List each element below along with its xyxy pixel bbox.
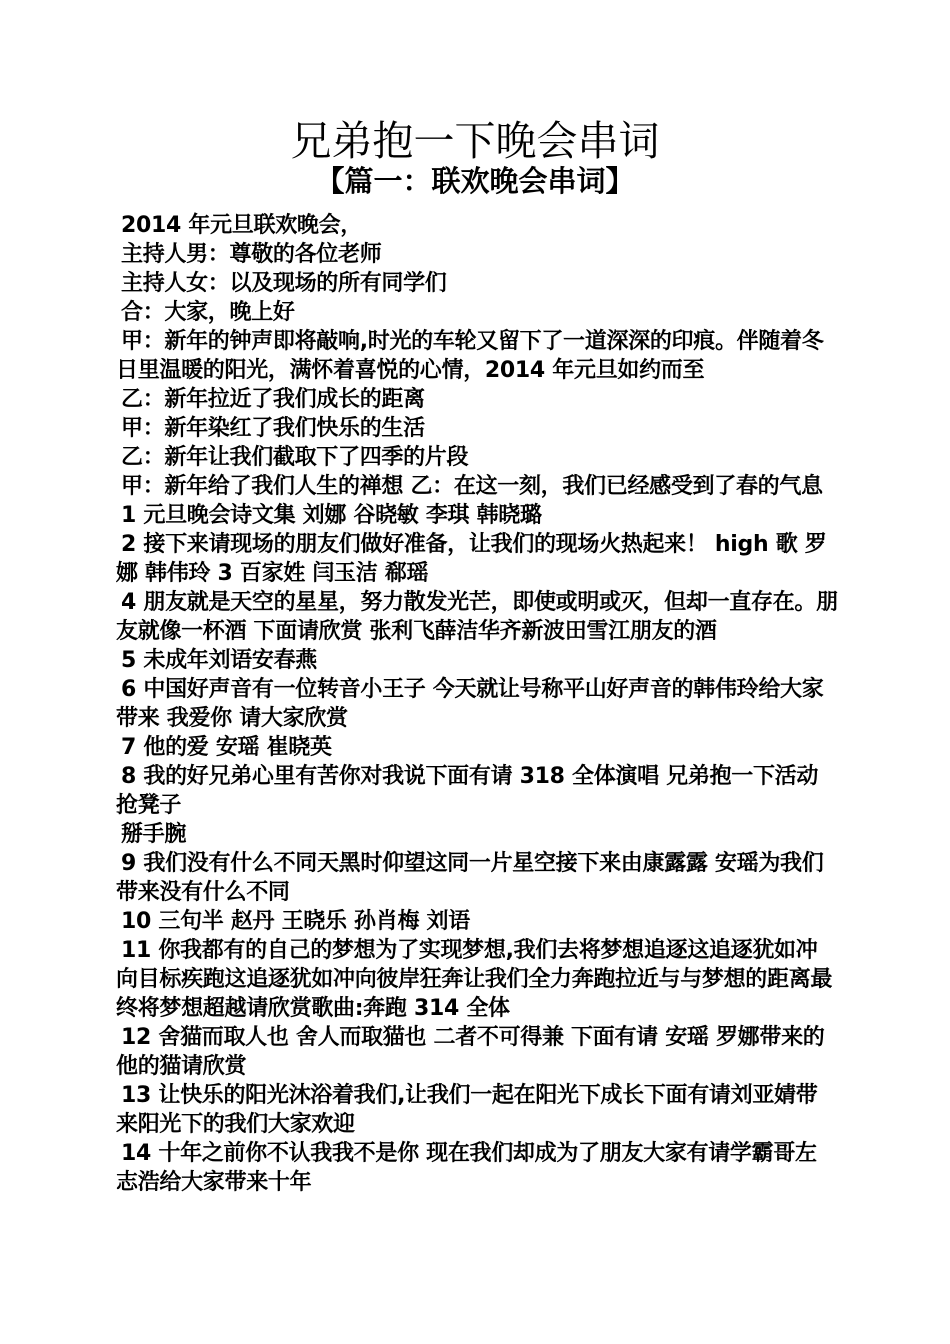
paragraph: 乙：新年让我们截取下了四季的片段 <box>121 445 469 470</box>
paragraph: 甲：新年的钟声即将敲响,时光的车轮又留下了一道深深的印痕。伴随着冬日里温暖的阳光，满怀着喜悦的心情，2014 年元旦如约而至 <box>116 329 824 383</box>
paragraph: 6 中国好声音有一位转音小王子 今天就让号称平山好声音的韩伟玲给大家带来 我爱你 请大家欣赏 <box>116 677 824 731</box>
paragraph: 9 我们没有什么不同天黑时仰望这同一片星空接下来由康露露 安瑶为我们带来没有什么不同 <box>116 851 824 905</box>
paragraph: 10 三句半 赵丹 王晓乐 孙肖梅 刘语 <box>121 909 470 934</box>
paragraph: 12 舍猫而取人也 舍人而取猫也 二者不可得兼 下面有请 安瑶 罗娜带来的 他的猫请欣赏 <box>116 1025 825 1079</box>
paragraph: 甲：新年染红了我们快乐的生活 <box>121 416 425 441</box>
paragraph: 甲：新年给了我们人生的禅想 乙：在这一刻，我们已经感受到了春的气息 <box>121 474 823 499</box>
paragraph: 5 未成年刘语安春燕 <box>121 648 317 673</box>
document-title: 兄弟抱一下晚会串词 <box>290 117 660 165</box>
paragraph: 4 朋友就是天空的星星，努力散发光芒，即使或明或灭，但却一直存在。朋友就像一杯酒 下面请欣赏 张利飞薛洁华齐新波田雪江朋友的酒 <box>116 590 838 644</box>
paragraph: 8 我的好兄弟心里有苦你对我说下面有请 318 全体演唱 兄弟抱一下活动 抢凳子 <box>116 764 819 818</box>
document-subtitle: 【篇一：联欢晚会串词】 <box>315 164 635 198</box>
paragraph: 13 让快乐的阳光沐浴着我们,让我们一起在阳光下成长下面有请刘亚婧带来阳光下的我们大家欢迎 <box>116 1083 818 1137</box>
paragraph: 2014 年元旦联欢晚会， <box>121 213 362 238</box>
paragraph: 11 你我都有的自己的梦想为了实现梦想,我们去将梦想追逐这追逐犹如冲向目标疾跑这追逐犹如冲向彼岸狂奔让我们全力奔跑拉近与与梦想的距离最终将梦想超越请欣赏歌曲:奔跑 314 全体 <box>116 938 833 1021</box>
paragraph: 乙：新年拉近了我们成长的距离 <box>121 387 425 412</box>
document-body <box>116 211 838 1197</box>
paragraph: 掰手腕 <box>121 822 187 847</box>
paragraph: 2 接下来请现场的朋友们做好准备，让我们的现场火热起来！ high 歌 罗娜 韩伟玲 3 百家姓 闫玉洁 郗瑶 <box>116 532 827 586</box>
paragraph: 主持人男：尊敬的各位老师 <box>121 242 382 267</box>
paragraph: 合：大家，晚上好 <box>121 300 295 325</box>
paragraph: 1 元旦晚会诗文集 刘娜 谷晓敏 李琪 韩晓璐 <box>121 503 542 528</box>
paragraph: 7 他的爱 安瑶 崔晓英 <box>121 735 332 760</box>
paragraph: 主持人女：以及现场的所有同学们 <box>121 271 447 296</box>
paragraph: 14 十年之前你不认我我不是你 现在我们却成为了朋友大家有请学霸哥左志浩给大家带来十年 <box>116 1141 817 1195</box>
